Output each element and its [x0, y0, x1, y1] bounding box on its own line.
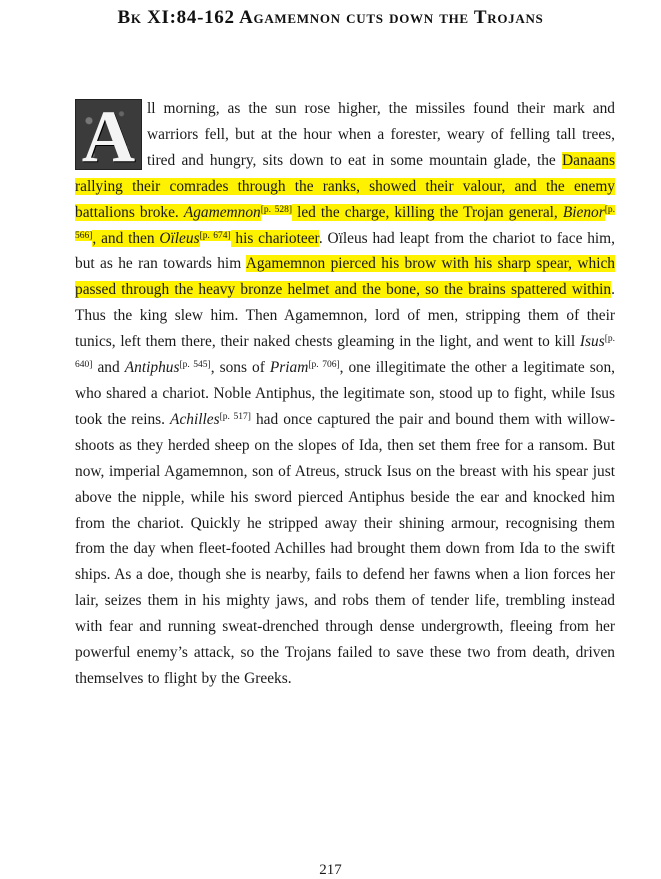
- body-paragraph: [75, 96, 615, 692]
- body-text-block: [75, 96, 615, 692]
- text-run-highlighted: his charioteer: [230, 229, 319, 247]
- page-reference: [p. 640]: [75, 334, 615, 371]
- page-title: Bk XI:84-162 Agamemnon cuts down the Trojans: [117, 7, 544, 28]
- page-reference-highlighted: [p. 566]: [75, 204, 615, 241]
- page-number: 217: [319, 862, 342, 878]
- proper-name: Priam: [269, 359, 309, 377]
- proper-name-highlighted: Bienor: [562, 203, 605, 221]
- text-run: ll morning, as the sun rose higher, the missiles found their mark and warriors fell, but at the hour when a forester, weary of felling tall trees, tired and hungry, sits down to eat in some mountain glade, the: [147, 100, 615, 169]
- proper-name: Achilles: [170, 410, 220, 428]
- dropcap-ornament: [75, 96, 142, 178]
- text-run-highlighted: led the charge, killing the Trojan general,: [292, 203, 563, 221]
- proper-name-highlighted: Agamemnon: [183, 203, 261, 221]
- text-run: . Thus the king slew him. Then Agamemnon, lord of men, stripping them of their tunics, left them there, their naked chests gleaming in the light, and went to kill: [75, 281, 615, 351]
- text-run: had once captured the pair and bound them with willow-shoots as they herded sheep on the slopes of Ida, then set them free for a ransom. But now, imperial Agamemnon, son of Atreus, struck Isus on the breast with his spear just above the nipple, while his sword pierced Antiphus beside the ear and knocked him from the chariot. Quickly he stripped away their shining armour, recognising them from the day when fleet-footed Achilles had brought them down from Ida to the swift ships. As a doe, though she is nearby, fails to defend her fawns when a lion forces her lair, seizes them in his mighty jaws, and robs them of tender life, trembling instead with fear and running sweat-drenched through dense undergrowth, fleeing from her powerful enemy’s attack, so the Trojans failed to save these two from death, driven themselves to flight by the Greeks.: [75, 410, 615, 687]
- text-run-highlighted: Danaans rallying their comrades through the ranks, showed their valour, and the enemy battalions broke.: [75, 151, 615, 221]
- text-run: , sons of: [210, 359, 270, 377]
- text-run: . Oïleus had leapt from the chariot to face him, but as he ran towards him: [75, 229, 616, 273]
- text-run: and: [92, 359, 125, 377]
- page-reference-highlighted: [p. 674]: [199, 230, 231, 241]
- text-run-highlighted: Agamemnon pierced his brow with his sharp spear, which passed through the heavy bronze helmet and the bone, so the brains spattered within: [75, 255, 615, 299]
- page-reference: [p. 517]: [219, 411, 251, 422]
- text-run-highlighted: , and then: [92, 229, 160, 247]
- dropcap-letter: A: [81, 96, 136, 178]
- proper-name: Antiphus: [124, 359, 180, 377]
- page-reference: [p. 545]: [179, 360, 211, 371]
- page-reference: [p. 706]: [308, 360, 340, 371]
- page-reference-highlighted: [p. 528]: [260, 204, 293, 215]
- proper-name: Isus: [579, 333, 605, 351]
- proper-name-highlighted: Oïleus: [159, 229, 200, 247]
- text-run: , one illegitimate the other a legitimate son, who shared a chariot. Noble Antiphus, the legitimate son, stood up to fight, while Isus took the reins.: [75, 359, 616, 428]
